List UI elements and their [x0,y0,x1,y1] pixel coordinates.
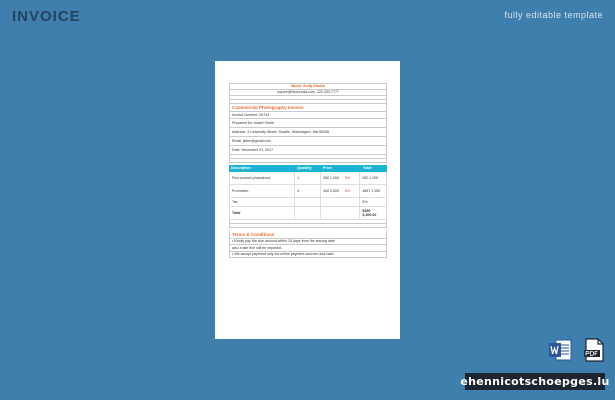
discount-flag: 5% [344,175,351,180]
total-value-line: 6,300.00 [362,212,377,217]
invoice-sheet [215,61,400,339]
invoice-number: Invoice Number: 05743 [229,112,387,119]
cell-total: 350 1,000 [362,175,379,180]
terms-line: • We accept payment only via online payment sources and cash [229,252,387,259]
items-table-header [229,165,387,172]
tax-label: Tax [230,198,295,206]
col-total: Total [363,166,372,170]
brand-watermark: ehennicotschoepges.lu [460,375,610,388]
total-value [360,207,386,219]
cell-description: Promotion [230,185,295,197]
table-row [229,185,387,198]
cell-price [321,185,361,197]
blank-row [229,224,387,228]
price-value: 350 1,000 [322,175,339,180]
cell-price [321,172,361,184]
col-description: Description [231,166,251,170]
price-value: 450 3,000 [322,188,339,193]
page-title: INVOICE [12,8,81,25]
cell-quantity: 3 [295,185,321,197]
page-subtitle: fully editable template [504,10,603,20]
invoice-heading: Commercial Photography Invoice [229,104,387,112]
terms-heading: Terms & Conditions [229,231,387,239]
email: Email: jkline@gmail.com [229,137,387,146]
prepared-for: Prepared for: Isabel Smith [229,119,387,128]
pdf-document-icon[interactable] [583,338,605,362]
total-label: Total [230,207,295,219]
terms-line: • Kindly pay the due amount within 15 days from the issuing date [229,239,387,246]
cell-total: 4867 1,350 [362,188,381,193]
total-value-line: $350 [362,208,371,213]
tax-value: 5% [362,199,368,204]
col-quantity: Quantity [297,166,312,170]
word-document-icon[interactable] [548,339,572,361]
date: Date: December 01, 2017 [229,146,387,155]
terms-line: also a late fine will be imposed. [229,245,387,252]
blank-row [229,159,387,163]
studio-name: Music Sulip Studio [229,83,387,90]
table-row [229,172,387,185]
total-row [229,207,387,220]
col-price: Price [323,166,332,170]
address: Address: 3 University Street, Seattle, Washington, WA 98108 [229,128,387,137]
tax-row [229,198,387,207]
cell-description: Red product photoshoot [230,172,295,184]
discount-flag: 5% [344,188,351,193]
studio-contact: inquire@Musiciulia.com, 222.333.7777 [229,90,387,97]
cell-quantity: 1 [295,172,321,184]
invoice-document [229,83,387,258]
